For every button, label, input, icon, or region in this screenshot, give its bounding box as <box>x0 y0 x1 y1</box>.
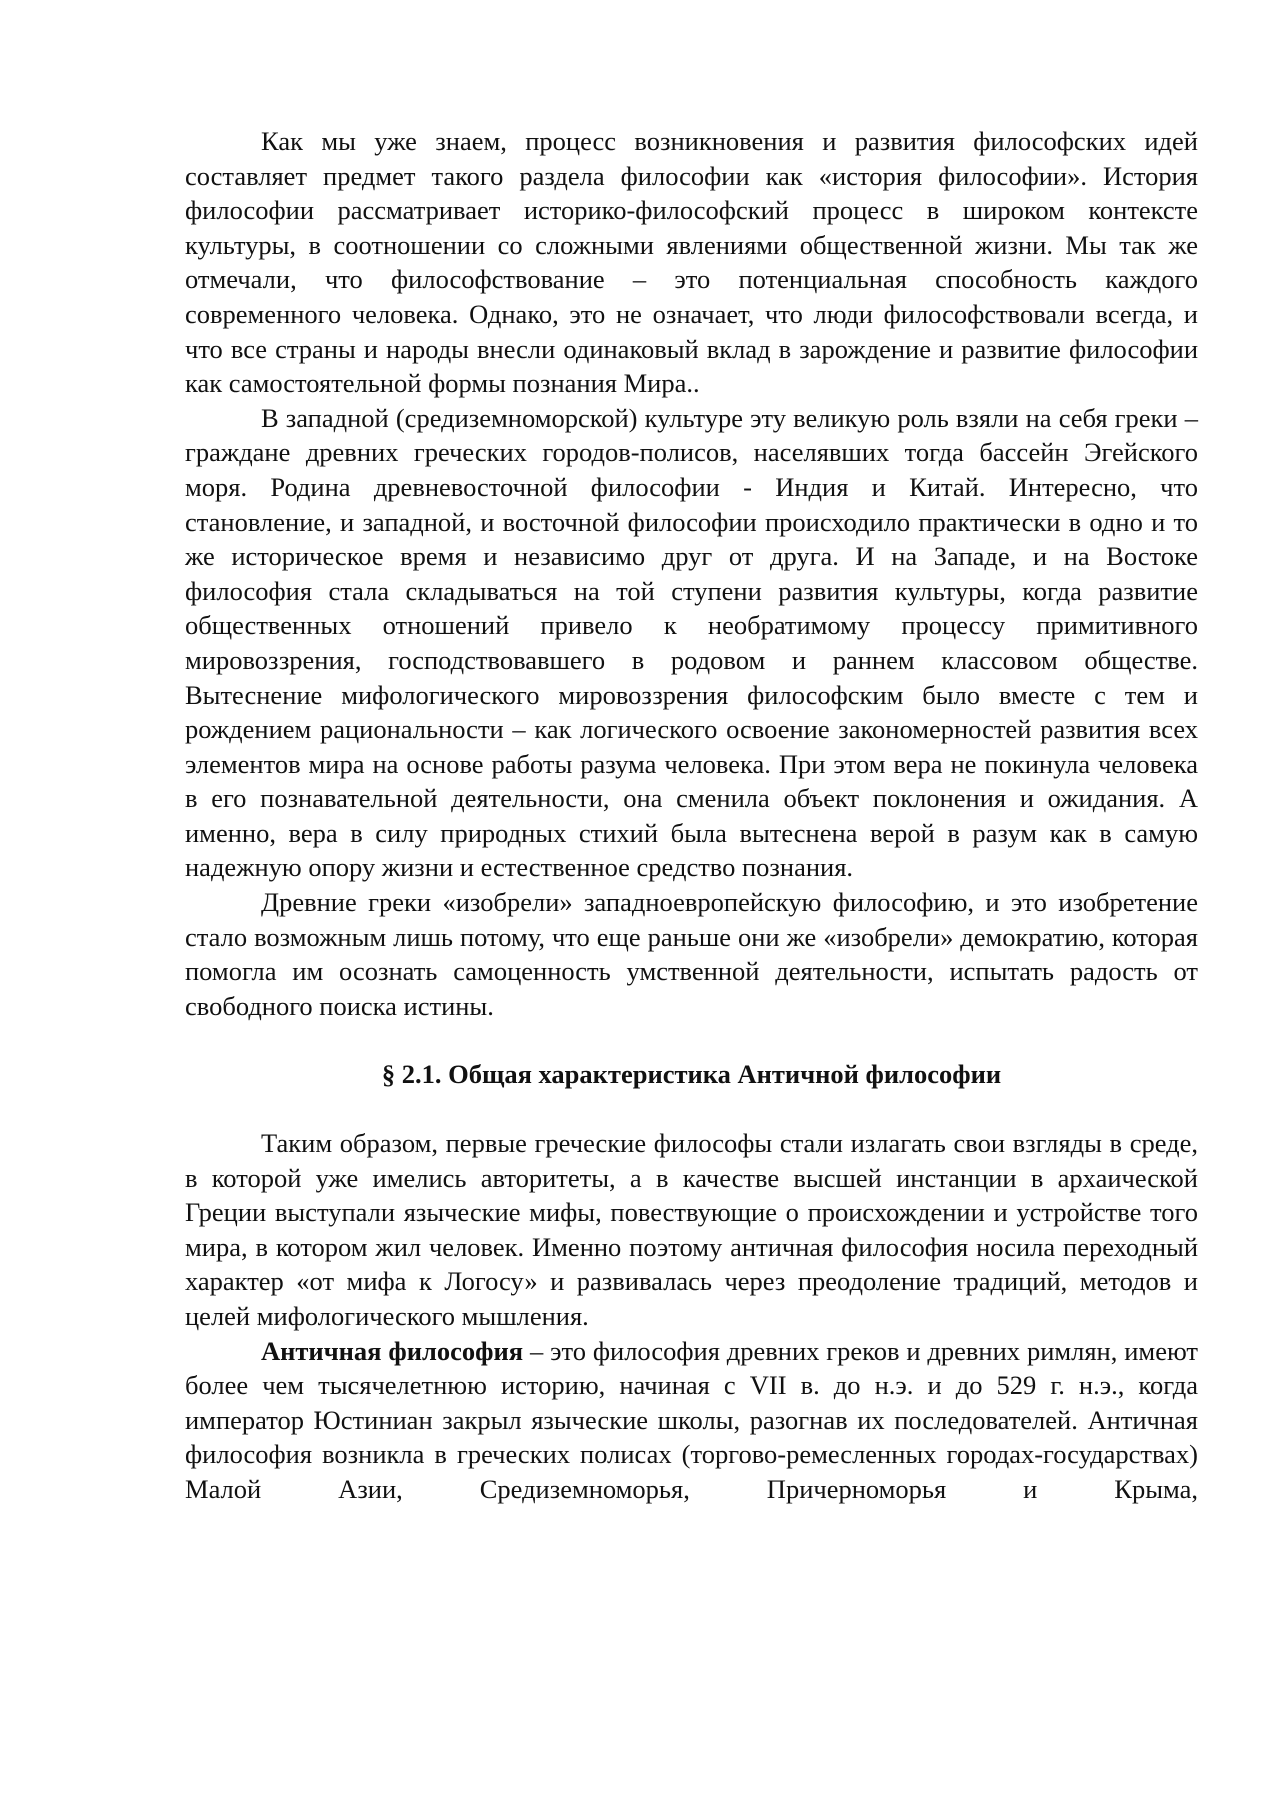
term-antique-philosophy: Античная философия <box>261 1335 524 1366</box>
section-paragraph-2 <box>185 1334 1198 1507</box>
section-paragraph-1: Таким образом, первые греческие философы стали излагать свои взгляды в среде, в которой уже имелись авторитеты, а в качестве высшей инстанции в архаической Греции выступали языческие мифы, повествующие о происхождении и устройстве того мира, в котором жил человек. Именно поэтому античная философия носила переходный характер «от мифа к Логосу» и развивалась через преодоление традиций, методов и целей мифологического мышления. <box>185 1128 1198 1331</box>
intro-paragraph-3: Древние греки «изобрели» западноевропейскую философию, и это изобретение стало возможным лишь потому, что еще раньше они же «изобрели» демократию, которая помогла им осознать самоценность умственной деятельности, испытать радость от свободного поиска истины. <box>185 887 1198 1021</box>
section-heading: § 2.1. Общая характеристика Античной философии <box>381 1059 1002 1090</box>
intro-paragraph-2: В западной (средиземноморской) культуре эту великую роль взяли на себя греки – граждане древних греческих городов-полисов, населявших тогда бассейн Эгейского моря. Родина древневосточной философии - Индия и Китай. Интересно, что становление, и западной, и восточной философии происходило практически в одно и то же историческое время и независимо друг от друга. И на Западе, и на Востоке философия стала складываться на той ступени развития культуры, когда развитие общественных отношений привело к необратимому процессу примитивного мировоззрения, господствовавшего в родовом и раннем классовом обществе. Вытеснение мифологического мировоззрения философским было вместе с тем и рождением рациональности – как логического освоение закономерностей развития всех элементов мира на основе работы разума человека. При этом вера не покинула человека в его познавательной деятельности, она сменила объект поклонения и ожидания. А именно, вера в силу природных стихий была вытеснена верой в разум как в самую надежную опору жизни и естественное средство познания. <box>185 402 1198 883</box>
document-page <box>185 124 1198 1507</box>
intro-paragraph-1: Как мы уже знаем, процесс возникновения и развития философских идей составляет предмет такого раздела философии как «история философии». История философии рассматривает историко-философский процесс в широком контексте культуры, в соотношении со сложными явлениями общественной жизни. Мы так же отмечали, что философствование – это потенциальная способность каждого современного человека. Однако, это не означает, что люди философствовали всегда, и что все страны и народы внесли одинаковый вклад в зарождение и развитие философии как самостоятельной формы познания Мира.. <box>185 126 1198 399</box>
section-paragraph-2-text: – это философия древних греков и древних римлян, имеют более чем тысячелетнюю историю, начиная с VII в. до н.э. и до 529 г. н.э., когда император Юстиниан закрыл языческие школы, разогнав их последователей. Античная философия возникла в греческих полисах (торгово-ремесленных городах-государствах) Малой Азии, Средиземноморья, Причерноморья и Крыма, <box>185 1335 1198 1504</box>
